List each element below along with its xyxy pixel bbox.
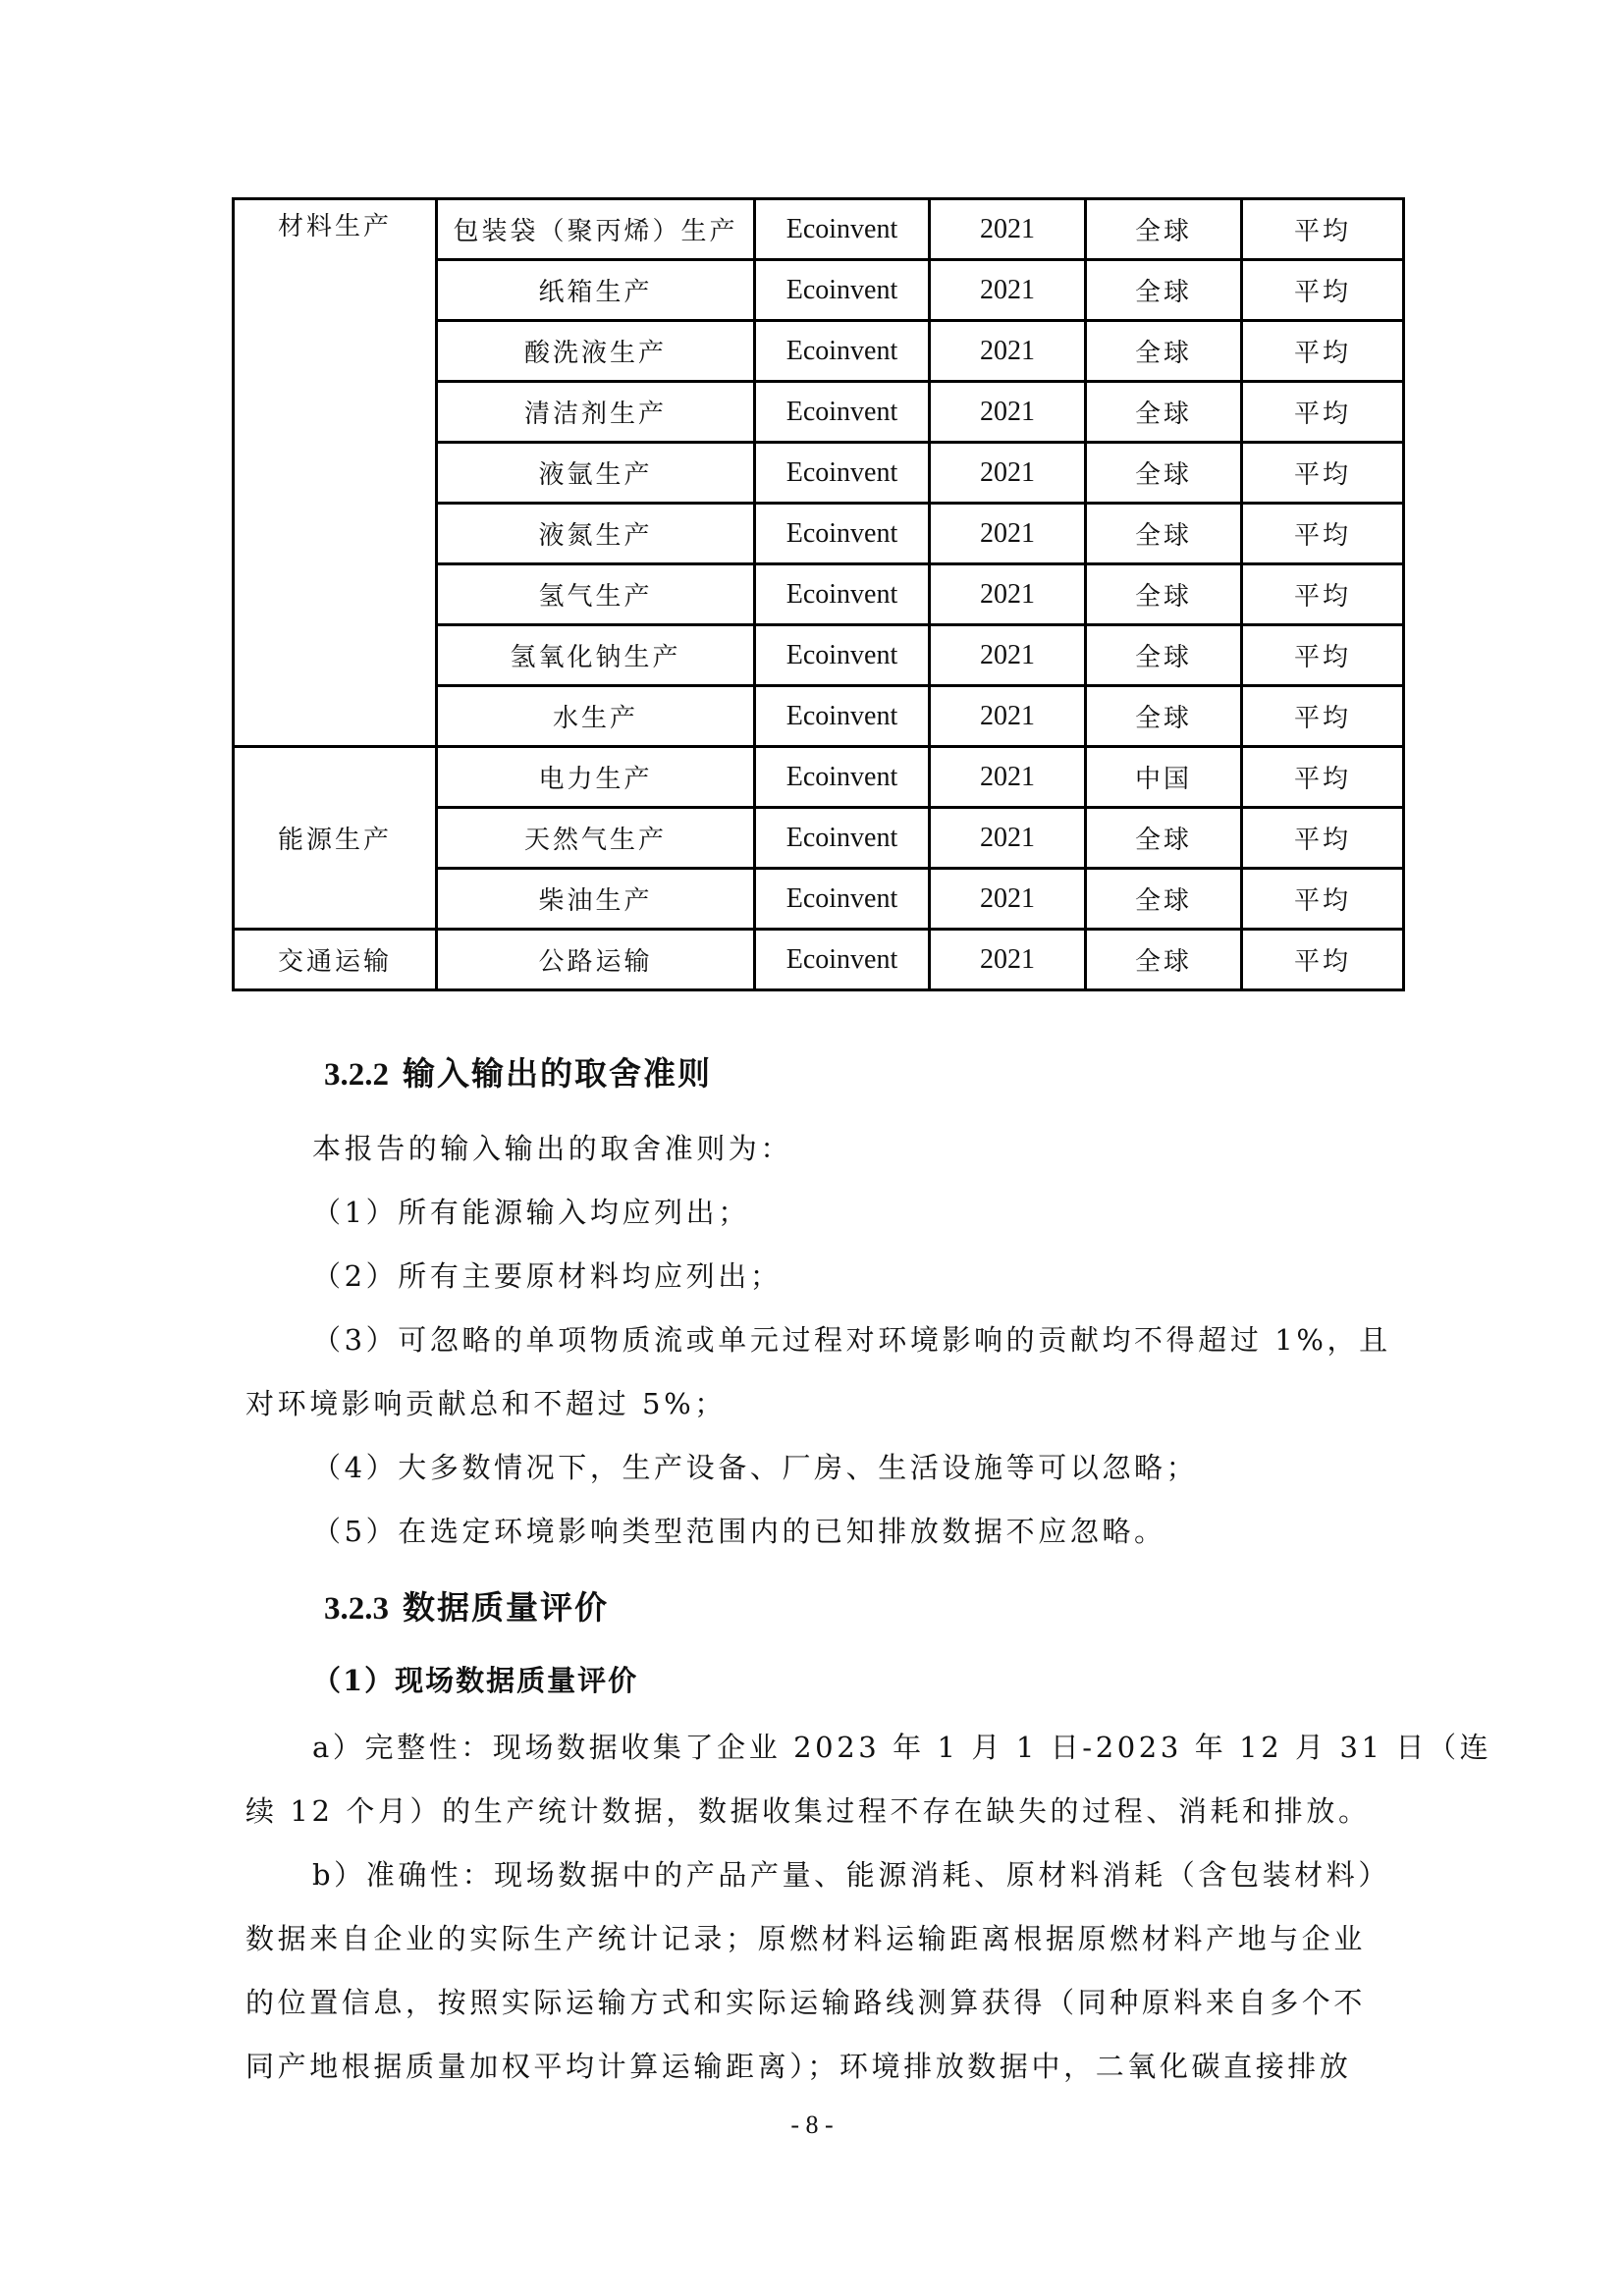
- representativeness-cell: 平均: [1242, 504, 1404, 564]
- representativeness-cell: 平均: [1242, 564, 1404, 625]
- paragraph-line: 的位置信息，按照实际运输方式和实际运输路线测算获得（同种原料来自多个不: [245, 1986, 1367, 2019]
- database-cell: Ecoinvent: [755, 504, 930, 564]
- process-cell: 水生产: [437, 686, 755, 747]
- region-cell: 全球: [1086, 260, 1242, 321]
- process-cell: 氢气生产: [437, 564, 755, 625]
- process-cell: 酸洗液生产: [437, 321, 755, 382]
- year-cell: 2021: [930, 504, 1086, 564]
- page-number: - 8 -: [790, 2110, 834, 2139]
- category-cell: 材料生产: [234, 199, 437, 747]
- criteria-item-3: （3）可忽略的单项物质流或单元过程对环境影响的贡献均不得超过 1%，且: [312, 1323, 1391, 1357]
- representativeness-cell: 平均: [1242, 199, 1404, 260]
- criteria-item-5: （5）在选定环境影响类型范围内的已知排放数据不应忽略。: [312, 1515, 1166, 1548]
- year-cell: 2021: [930, 443, 1086, 504]
- representativeness-cell: 平均: [1242, 869, 1404, 930]
- section-title: 数据质量评价: [403, 1588, 609, 1627]
- year-cell: 2021: [930, 747, 1086, 808]
- region-cell: 全球: [1086, 686, 1242, 747]
- database-cell: Ecoinvent: [755, 808, 930, 869]
- database-cell: Ecoinvent: [755, 382, 930, 443]
- year-cell: 2021: [930, 625, 1086, 686]
- database-cell: Ecoinvent: [755, 199, 930, 260]
- year-cell: 2021: [930, 686, 1086, 747]
- year-cell: 2021: [930, 930, 1086, 990]
- year-cell: 2021: [930, 321, 1086, 382]
- paragraph-line: b）准确性：现场数据中的产品产量、能源消耗、原材料消耗（含包装材料）: [312, 1858, 1390, 1892]
- representativeness-cell: 平均: [1242, 808, 1404, 869]
- region-cell: 全球: [1086, 199, 1242, 260]
- year-cell: 2021: [930, 260, 1086, 321]
- database-cell: Ecoinvent: [755, 443, 930, 504]
- process-cell: 氢氧化钠生产: [437, 625, 755, 686]
- region-cell: 全球: [1086, 869, 1242, 930]
- database-cell: Ecoinvent: [755, 747, 930, 808]
- region-cell: 全球: [1086, 382, 1242, 443]
- section-number: 3.2.3: [324, 1591, 389, 1627]
- paragraph-line: 同产地根据质量加权平均计算运输距离）；环境排放数据中，二氧化碳直接排放: [245, 2050, 1352, 2083]
- region-cell: 全球: [1086, 443, 1242, 504]
- table-row: [234, 930, 1404, 990]
- region-cell: 全球: [1086, 625, 1242, 686]
- year-cell: 2021: [930, 199, 1086, 260]
- process-cell: 液氮生产: [437, 504, 755, 564]
- criteria-item-1: （1）所有能源输入均应列出；: [312, 1196, 750, 1229]
- section-heading-3-2-2: [324, 1048, 712, 1095]
- database-cell: Ecoinvent: [755, 260, 930, 321]
- year-cell: 2021: [930, 869, 1086, 930]
- category-cell: 能源生产: [234, 747, 437, 930]
- year-cell: 2021: [930, 382, 1086, 443]
- region-cell: 全球: [1086, 808, 1242, 869]
- table-row: [234, 747, 1404, 808]
- paragraph-line: a）完整性：现场数据收集了企业 2023 年 1 月 1 日-2023 年 12 月 31 日（连: [312, 1731, 1492, 1764]
- criteria-item-4: （4）大多数情况下，生产设备、厂房、生活设施等可以忽略；: [312, 1451, 1199, 1484]
- process-cell: 电力生产: [437, 747, 755, 808]
- database-cell: Ecoinvent: [755, 869, 930, 930]
- representativeness-cell: 平均: [1242, 321, 1404, 382]
- database-cell: Ecoinvent: [755, 625, 930, 686]
- year-cell: 2021: [930, 564, 1086, 625]
- year-cell: 2021: [930, 808, 1086, 869]
- process-cell: 包装袋（聚丙烯）生产: [437, 199, 755, 260]
- process-cell: 清洁剂生产: [437, 382, 755, 443]
- process-cell: 天然气生产: [437, 808, 755, 869]
- representativeness-cell: 平均: [1242, 747, 1404, 808]
- subheading-onsite-data-quality: （1）现场数据质量评价: [312, 1664, 639, 1697]
- process-cell: 柴油生产: [437, 869, 755, 930]
- paragraph-intro: 本报告的输入输出的取舍准则为：: [312, 1132, 793, 1165]
- region-cell: 中国: [1086, 747, 1242, 808]
- representativeness-cell: 平均: [1242, 625, 1404, 686]
- process-cell: 公路运输: [437, 930, 755, 990]
- paragraph-line: 数据来自企业的实际生产统计记录；原燃材料运输距离根据原燃材料产地与企业: [245, 1922, 1367, 1955]
- representativeness-cell: 平均: [1242, 686, 1404, 747]
- database-cell: Ecoinvent: [755, 321, 930, 382]
- criteria-item-3-cont: 对环境影响贡献总和不超过 5%；: [245, 1387, 727, 1420]
- process-cell: 纸箱生产: [437, 260, 755, 321]
- representativeness-cell: 平均: [1242, 260, 1404, 321]
- representativeness-cell: 平均: [1242, 443, 1404, 504]
- representativeness-cell: 平均: [1242, 930, 1404, 990]
- criteria-item-2: （2）所有主要原材料均应列出；: [312, 1259, 783, 1293]
- table-row: [234, 199, 1404, 260]
- paragraph-line: 续 12 个月）的生产统计数据，数据收集过程不存在缺失的过程、消耗和排放。: [245, 1794, 1371, 1828]
- section-heading-3-2-3: [324, 1582, 609, 1629]
- representativeness-cell: 平均: [1242, 382, 1404, 443]
- process-cell: 液氩生产: [437, 443, 755, 504]
- region-cell: 全球: [1086, 564, 1242, 625]
- region-cell: 全球: [1086, 930, 1242, 990]
- database-cell: Ecoinvent: [755, 686, 930, 747]
- database-cell: Ecoinvent: [755, 564, 930, 625]
- section-title: 输入输出的取舍准则: [403, 1054, 712, 1093]
- category-cell: 交通运输: [234, 930, 437, 990]
- region-cell: 全球: [1086, 504, 1242, 564]
- section-number: 3.2.2: [324, 1057, 389, 1093]
- database-cell: Ecoinvent: [755, 930, 930, 990]
- data-source-table: [232, 197, 1405, 991]
- region-cell: 全球: [1086, 321, 1242, 382]
